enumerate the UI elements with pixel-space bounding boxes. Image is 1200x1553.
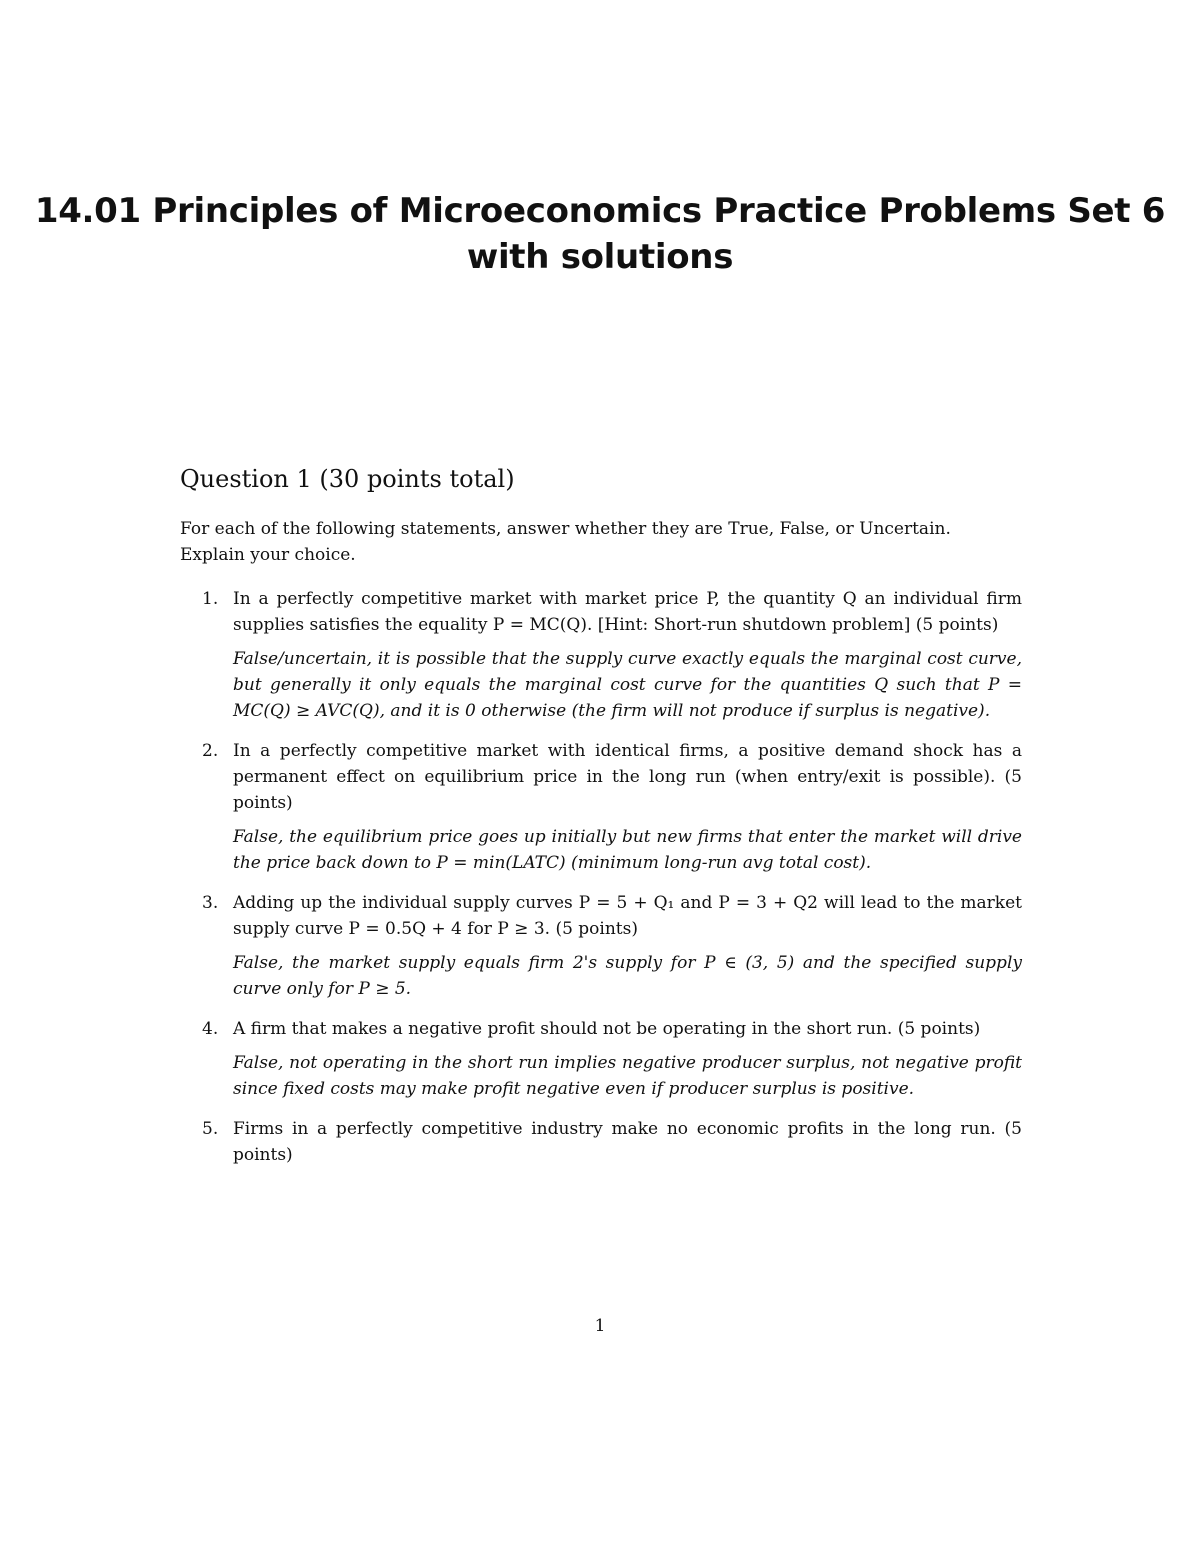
problem-solution: False/uncertain, it is possible that the supply curve exactly equals the marginal cost curve, but generally it only equals the marginal cost curve for the quantities Q such that P = MC(Q) ≥ AVC(Q), and it is 0 otherwise (the firm will not produce if surplus is negative). xyxy=(233,649,1022,721)
question-heading: Question 1 (30 points total) xyxy=(180,465,515,493)
question-instructions xyxy=(180,516,1022,568)
problem-list xyxy=(180,586,1022,1182)
problem-statement: In a perfectly competitive market with market price P, the quantity Q an individual firm supplies satisfies the equality P = MC(Q). [Hint: Short-run shutdown problem] (5 points) xyxy=(233,589,1022,635)
problem-solution: False, the equilibrium price goes up initially but new firms that enter the market will drive the price back down to P = min(LATC) (minimum long-run avg total cost). xyxy=(233,827,1022,873)
title-line-2: with solutions xyxy=(466,237,734,277)
problem-solution: False, not operating in the short run implies negative producer surplus, not negative profit since fixed costs may make profit negative even if producer surplus is positive. xyxy=(233,1053,1022,1099)
instructions-line-2: Explain your choice. xyxy=(180,545,356,565)
instructions-line-1: For each of the following statements, answer whether they are True, False, or Uncertain. xyxy=(180,519,951,539)
document-title xyxy=(0,188,1200,280)
problem-number: 2. xyxy=(202,741,219,761)
problem-statement: A firm that makes a negative profit should not be operating in the short run. (5 points) xyxy=(233,1019,981,1039)
problem-statement: In a perfectly competitive market with identical firms, a positive demand shock has a permanent effect on equilibrium price in the long run (when entry/exit is possible). (5 points) xyxy=(233,741,1022,813)
problem-item xyxy=(180,1116,1022,1168)
problem-number: 4. xyxy=(202,1019,219,1039)
problem-item xyxy=(180,1016,1022,1102)
page-number: 1 xyxy=(594,1316,606,1336)
problem-number: 3. xyxy=(202,893,219,913)
problem-number: 1. xyxy=(202,589,219,609)
problem-item xyxy=(180,738,1022,876)
problem-item xyxy=(180,586,1022,724)
problem-statement: Adding up the individual supply curves P = 5 + Q₁ and P = 3 + Q2 will lead to the market supply curve P = 0.5Q + 4 for P ≥ 3. (5 points) xyxy=(233,893,1022,939)
problem-solution: False, the market supply equals firm 2's supply for P ∈ (3, 5) and the specified supply curve only for P ≥ 5. xyxy=(233,953,1022,999)
problem-statement: Firms in a perfectly competitive industry make no economic profits in the long run. (5 points) xyxy=(233,1119,1022,1165)
problem-item xyxy=(180,890,1022,1002)
title-line-1: 14.01 Principles of Microeconomics Practice Problems Set 6 xyxy=(34,191,1166,231)
problem-number: 5. xyxy=(202,1119,219,1139)
